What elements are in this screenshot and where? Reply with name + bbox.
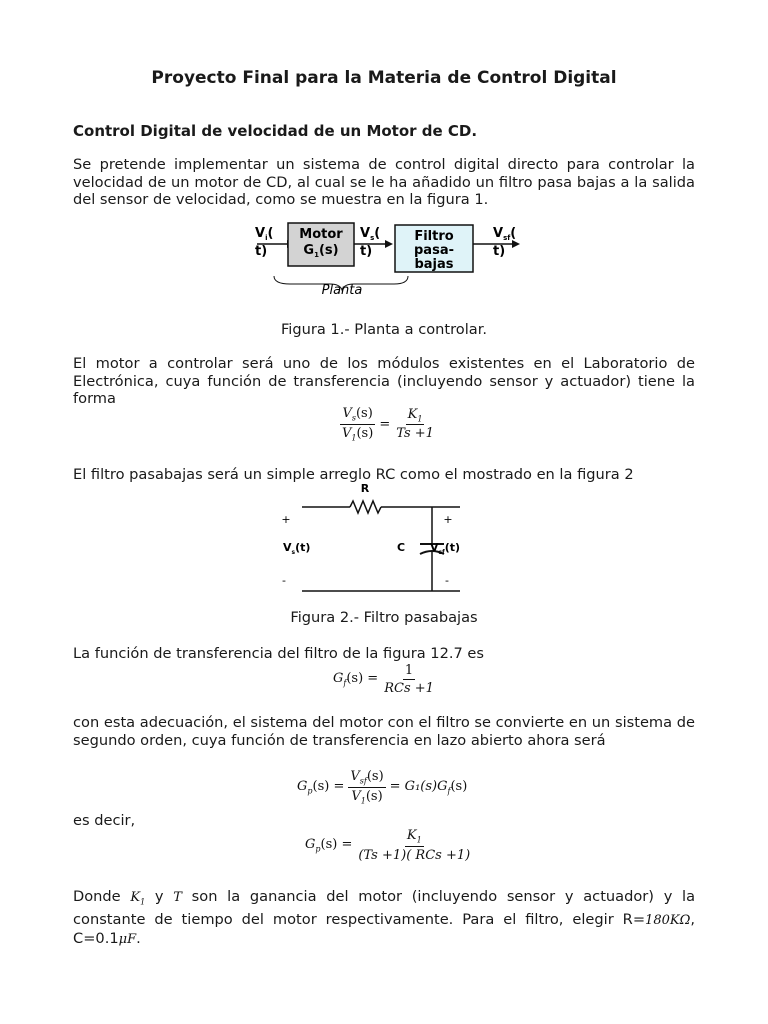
filter-paragraph: El filtro pasabajas será un simple arreglo RC como el mostrado en la figura 2 (73, 466, 634, 483)
figure2-caption: Figura 2.- Filtro pasabajas (290, 609, 478, 626)
minus-left: - (282, 574, 286, 587)
figure1-block-diagram (250, 218, 540, 300)
resistor-value: 180KΩ (645, 913, 691, 929)
plus-left: + (281, 513, 291, 526)
document-title: Proyecto Final para la Materia de Control Digital (151, 68, 617, 88)
filter-transfer-function (333, 663, 436, 696)
eq3-lhs: $G_p(s)$ = (297, 778, 345, 796)
eq2-lhs: $G_f(s)$ = (333, 671, 379, 688)
resistor-label: R (360, 482, 370, 495)
filter-tf-paragraph: La función de transferencia del filtro de la figura 12.7 es (73, 645, 484, 662)
vout-label: $V_{sf}(t)$ (430, 541, 461, 556)
capacitor-value: μF (118, 931, 137, 947)
mid-signal-label-t: t) (360, 244, 373, 259)
output-arrow-head (512, 240, 520, 248)
vin-label: $V_s(t)$ (283, 541, 311, 556)
filter-label-1: Filtro (414, 229, 454, 244)
eq4-lhs: $G_p(s)$ = (305, 837, 353, 854)
section-heading: Control Digital de velocidad de un Motor de CD. (73, 122, 478, 140)
eq1-equals: = (379, 416, 391, 432)
output-signal-label-t: t) (493, 244, 506, 259)
plant-label: Planta (321, 283, 363, 298)
expanded-transfer-function (305, 828, 472, 863)
eq4-fraction: $\frac{K_1}{\text{(Ts +1)( RCs +1)}}$ (358, 828, 471, 863)
eq3-fraction: $\frac{V_{sf}(s)}{V_1(s)}$ (350, 769, 384, 806)
motor-tf-label: $G_1(s)$ (303, 243, 339, 259)
figure1-caption: Figura 1.- Planta a controlar. (280, 321, 488, 338)
second-order-paragraph: con esta adecuación, el sistema del motor con el filtro se convierte en un sistema de segundo orden, cuya función de transferencia en lazo abierto ahora será (73, 714, 695, 749)
input-signal-label: $V_i$( (255, 226, 274, 242)
capacitor-label: C (396, 541, 406, 554)
eq3-rhs: = $G_1(s)G_f(s)$ (389, 778, 468, 796)
eq1-rhs-fraction: $\frac{K_1}{Ts +1}$ (396, 406, 434, 442)
intro-paragraph: Se pretende implementar un sistema de control digital directo para controlar la velocidad de un motor de CD, al cual se le ha añadido un filtro pasa bajas a la salida del sensor de velocidad, como se muestra en la figura 1. (73, 156, 695, 208)
t-symbol: T (173, 890, 182, 905)
mid-arrow-head (385, 240, 393, 248)
eq2-fraction: $\frac{1}{\text{RCs +1}}$ (384, 663, 434, 696)
plus-right: + (443, 513, 453, 526)
es-decir-paragraph: es decir, (73, 812, 136, 829)
motor-label: Motor (299, 227, 343, 242)
open-loop-transfer-function (297, 769, 467, 805)
mid-signal-label: $V_s$( (360, 226, 381, 242)
figure2-rc-circuit (270, 480, 490, 595)
parameters-paragraph: Donde $K_1$ y T son la ganancia del motor (incluyendo sensor y actuador) y la constante de tiempo del motor respectivamente. Para el filtro, elegir R=180KΩ, C=0.1μF. (73, 888, 696, 947)
output-signal-label: $V_{sf}$( (493, 226, 517, 242)
motor-transfer-function (340, 406, 436, 442)
resistor (350, 501, 381, 513)
eq1-lhs-fraction: $\frac{V_s(s)}{V_1(s)}$ (342, 406, 374, 443)
motor-paragraph: El motor a controlar será uno de los módulos existentes en el Laboratorio de Electrónica, cuya función de transferencia (incluyendo sensor y actuador) tiene la forma (73, 355, 695, 407)
k1-symbol: $K_1$ (130, 890, 146, 907)
filter-label-3: bajas (414, 257, 454, 272)
minus-right: - (445, 574, 449, 587)
input-signal-label-t: t) (255, 244, 268, 259)
filter-label-2: pasa- (414, 243, 454, 258)
